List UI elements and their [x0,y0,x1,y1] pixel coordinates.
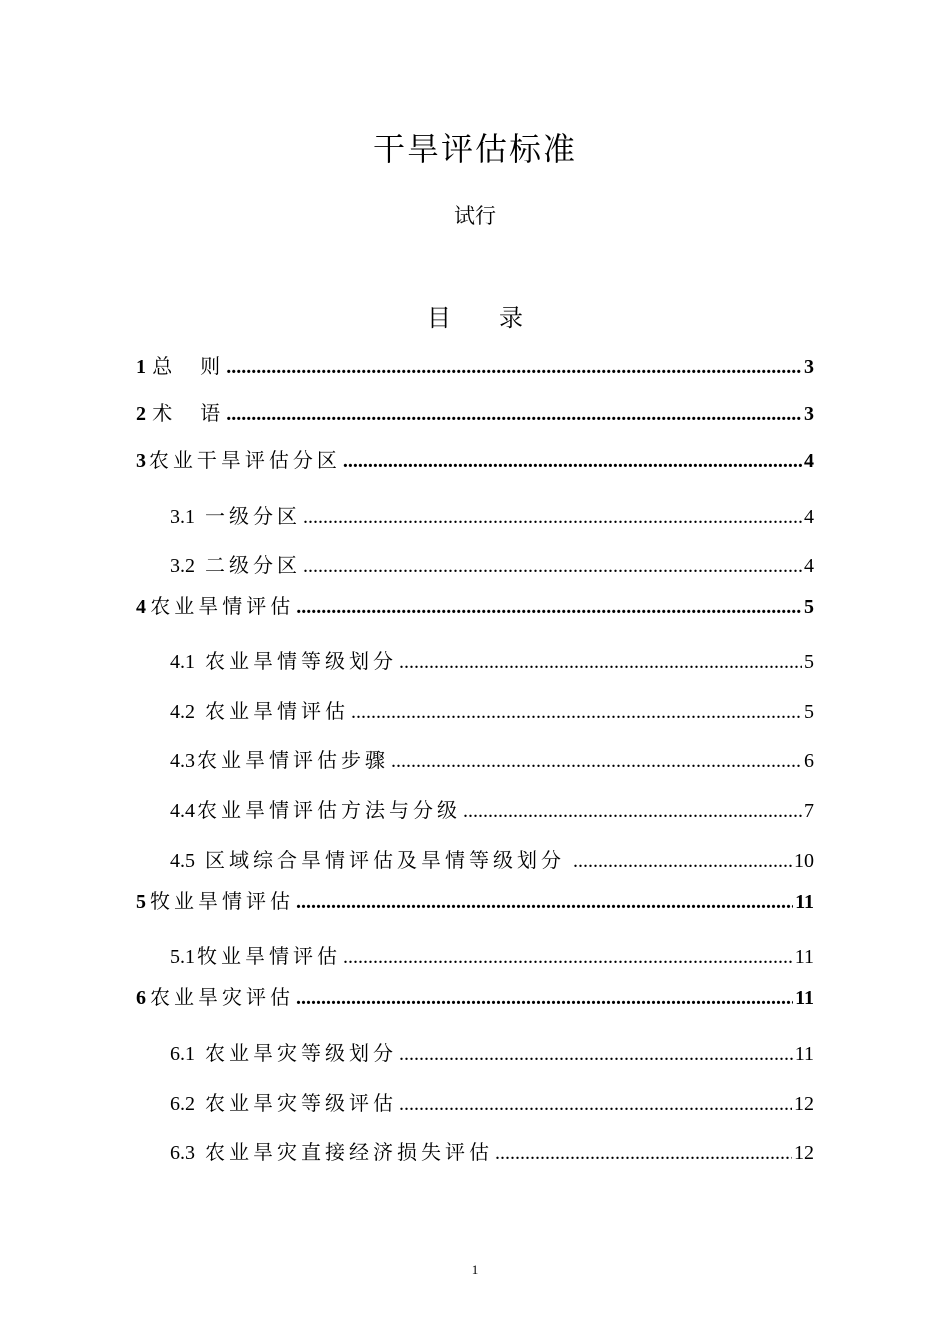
toc-entry-label: 区域综合旱情评估及旱情等级划分 [205,848,565,872]
toc-entry-page: 3 [804,403,814,425]
toc-entry-6[interactable] [136,981,814,1010]
toc-entry-page: 3 [804,356,814,378]
toc-entry-label: 二级分区 [205,553,301,577]
toc-entry-number: 4.4 [170,800,195,822]
toc-leader-dots [303,555,802,578]
toc-entry-page: 7 [804,800,814,822]
toc-entry-5-1[interactable] [170,940,814,969]
toc-leader-dots [303,506,802,529]
toc-entry-4[interactable] [136,590,814,619]
document-subtitle: 试行 [454,204,496,228]
toc-leader-dots [399,651,802,674]
toc-entry-page: 12 [794,1142,814,1164]
toc-entry-1[interactable] [136,350,814,379]
toc-entry-page: 4 [804,555,814,577]
toc-entry-label: 一级分区 [205,504,301,528]
toc-entry-number: 4.1 [170,651,195,673]
toc-entry-number: 5.1 [170,946,195,968]
toc-entry-page: 11 [794,1043,814,1065]
toc-heading [0,298,950,333]
toc-entry-number: 6.2 [170,1093,195,1115]
toc-entry-number: 3 [136,450,146,472]
toc-entry-label: 总 则 [152,354,225,378]
toc-entry-label: 农业旱灾直接经济损失评估 [205,1140,493,1164]
toc-entry-page: 11 [795,987,814,1009]
toc-entry-number: 3.1 [170,506,195,528]
toc-entry-number: 5 [136,891,146,913]
toc-entry-3[interactable] [136,444,814,473]
toc-entry-page: 4 [804,506,814,528]
toc-leader-dots [399,1043,793,1066]
toc-entry-label: 术 语 [152,401,225,425]
toc-leader-dots [391,750,802,773]
toc-entry-label: 农业旱灾评估 [149,985,294,1009]
page-number-footer: 1 [471,1262,479,1277]
toc-entry-label: 牧业旱情评估 [197,944,341,968]
toc-entry-page: 6 [804,750,814,772]
toc-entry-page: 10 [794,850,814,872]
toc-entry-label: 农业旱情评估 [150,594,295,618]
toc-heading-char-2: 录 [499,304,523,332]
toc-entry-page: 12 [794,1093,814,1115]
toc-leader-dots [226,356,802,379]
toc-entry-6-2[interactable] [170,1087,814,1116]
toc-entry-4-5[interactable] [170,844,814,873]
toc-entry-label: 农业旱情评估 [205,699,349,723]
toc-entry-number: 4.3 [170,750,195,772]
toc-entry-5[interactable] [136,885,814,914]
toc-leader-dots [463,800,802,823]
toc-entry-page: 5 [804,651,814,673]
toc-entry-4-4[interactable] [170,794,814,823]
toc-leader-dots [296,987,793,1010]
toc-leader-dots [296,891,793,914]
toc-entry-label: 农业旱情评估步骤 [197,748,389,772]
toc-leader-dots [226,403,802,426]
toc-leader-dots [495,1142,792,1165]
toc-entry-number: 6.3 [170,1142,195,1164]
toc-entry-label: 农业旱情等级划分 [205,649,397,673]
toc-leader-dots [343,946,793,969]
toc-entry-label: 农业旱灾等级划分 [205,1041,397,1065]
toc-entry-page: 11 [795,891,814,913]
toc-entry-number: 6 [136,987,146,1009]
toc-leader-dots [573,850,792,873]
toc-entry-page: 5 [804,596,814,618]
toc-leader-dots [351,701,802,724]
toc-leader-dots [343,450,802,473]
toc-heading-char-1: 目 [427,304,451,332]
toc-entry-6-1[interactable] [170,1037,814,1066]
toc-entry-6-3[interactable] [170,1136,814,1165]
toc-entry-number: 4.2 [170,701,195,723]
toc-entry-3-1[interactable] [170,500,814,529]
toc-entry-number: 4 [136,596,146,618]
toc-entry-number: 6.1 [170,1043,195,1065]
document-title: 干旱评估标准 [372,130,577,168]
toc-entry-label: 农业干旱评估分区 [148,448,341,472]
toc-entry-label: 农业旱灾等级评估 [205,1091,397,1115]
toc-entry-number: 3.2 [170,555,195,577]
toc-entry-number: 1 [136,356,146,378]
toc-entry-3-2[interactable] [170,549,814,578]
toc-entry-number: 4.5 [170,850,195,872]
toc-leader-dots [399,1093,792,1116]
toc-entry-2[interactable] [136,397,814,426]
toc-entry-4-1[interactable] [170,645,814,674]
toc-entry-4-2[interactable] [170,695,814,724]
toc-entry-page: 5 [804,701,814,723]
toc-entry-number: 2 [136,403,146,425]
toc-entry-page: 11 [794,946,814,968]
toc-entry-label: 农业旱情评估方法与分级 [197,798,461,822]
toc-entry-4-3[interactable] [170,744,814,773]
toc-entry-label: 牧业旱情评估 [149,889,294,913]
toc-entry-page: 4 [804,450,814,472]
toc-leader-dots [296,596,802,619]
